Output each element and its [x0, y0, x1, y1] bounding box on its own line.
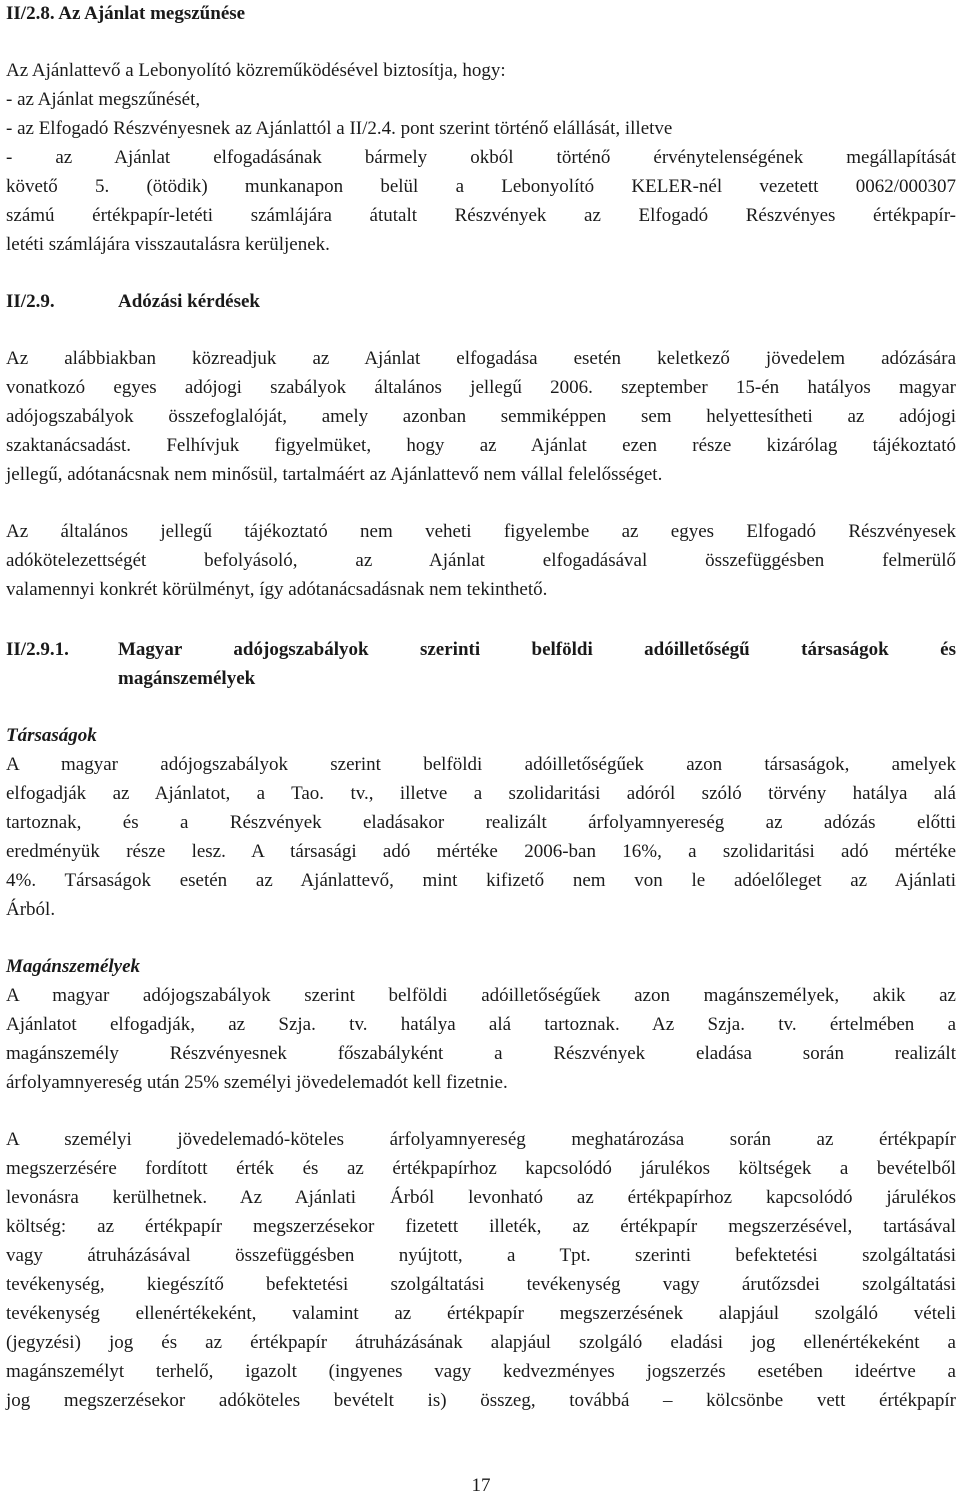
text-line: jellegű, adótanácsnak nem minősül, tartalmáért az Ajánlattevő nem vállal felelősséget. [6, 464, 663, 485]
text-line: megszerzésére fordított érték és az értékpapírhoz kapcsolódó járulékos költségek a bevételből [6, 1158, 956, 1179]
companies-heading: Társaságok [6, 725, 97, 746]
list-item: - az Ajánlat elfogadásának bármely okból történő érvénytelenségének megállapítását [6, 147, 956, 168]
text-line: szaktanácsadást. Felhívjuk figyelmüket, hogy az Ajánlat ezen része kizárólag tájékoztató [6, 435, 956, 456]
text-line: 4%. Társaságok esetén az Ajánlattevő, mint kifizető nem von le adóelőleget az Ajánlati [6, 870, 956, 891]
text-line: árfolyamnyereség után 25% személyi jövedelemadót kell fizetnie. [6, 1072, 508, 1093]
text-line: vonatkozó egyes adójogi szabályok általános jellegű 2006. szeptember 15-én hatályos magyar [6, 377, 956, 398]
text-line: adókötelezettségét befolyásoló, az Ajánlat elfogadásával összefüggésben felmerülő [6, 550, 956, 571]
text-line: adójogszabályok összefoglalóját, amely azonban semmiképpen sem helyettesítheti az adójogi [6, 406, 956, 427]
text-line: magánszemély Részvényesnek főszabályként a Részvények eladása során realizált [6, 1043, 956, 1064]
text-line: jog megszerzésekor adóköteles bevételt is) összeg, továbbá – kölcsönbe vett értékpapír [6, 1390, 956, 1411]
section-2-9-title: Adózási kérdések [118, 291, 260, 312]
text-line: tevékenység, kiegészítő befektetési szolgáltatási tevékenység vagy árutőzsdei szolgáltatási [6, 1274, 956, 1295]
text-line: A magyar adójogszabályok szerint belföldi adóilletőségűek azon társaságok, amelyek [6, 754, 956, 775]
text-line: Ajánlatot elfogadják, az Szja. tv. hatálya alá tartoznak. Az Szja. tv. értelmében a [6, 1014, 956, 1035]
document-page [6, 0, 956, 1509]
text-line: számú értékpapír-letéti számlájára átutalt Részvények az Elfogadó Részvényes értékpapír- [6, 205, 956, 226]
text-line: követő 5. (ötödik) munkanapon belül a Lebonyolító KELER-nél vezetett 0062/000307 [6, 176, 956, 197]
section-2-9-1-title-cont: magánszemélyek [118, 668, 256, 689]
text-line: eredményük része lesz. A társasági adó mértéke 2006-ban 16%, a szolidaritási adó mértéke [6, 841, 956, 862]
text-line: magánszemélyt terhelő, igazolt (ingyenes vagy kedvezményes jogszerzés esetében ideértve a [6, 1361, 956, 1382]
list-item: - az Elfogadó Részvényesnek az Ajánlattól a II/2.4. pont szerint történő elállását, illetve [6, 118, 673, 139]
individuals-heading: Magánszemélyek [6, 956, 141, 977]
text-line: Árból. [6, 899, 56, 920]
section-2-8-title: II/2.8. Az Ajánlat megszűnése [6, 3, 246, 24]
page-number: 17 [471, 1475, 491, 1496]
text-line: költség: az értékpapír megszerzésekor fizetett illeték, az értékpapír megszerzésével, tartásával [6, 1216, 956, 1237]
text-line: (jegyzési) jog és az értékpapír átruházásának alapjául szolgáló eladási jog ellenértékeként a [6, 1332, 956, 1353]
text-line: A magyar adójogszabályok szerint belföldi adóilletőségűek azon magánszemélyek, akik az [6, 985, 956, 1006]
text-line: valamennyi konkrét körülményt, így adótanácsadásnak nem tekinthető. [6, 579, 548, 600]
text-line: Az alábbiakban közreadjuk az Ajánlat elfogadása esetén keletkező jövedelem adózására [6, 348, 956, 369]
section-2-9-1-number: II/2.9.1. [6, 639, 69, 660]
text-line: levonásra kerülhetnek. Az Ajánlati Árból levonható az értékpapírhoz kapcsolódó járulékos [6, 1187, 956, 1208]
text-line: elfogadják az Ajánlatot, a Tao. tv., illetve a szolidaritási adóról szóló törvény hatálya alá [6, 783, 956, 804]
text-line: Az általános jellegű tájékoztató nem veheti figyelembe az egyes Elfogadó Részvényesek [6, 521, 956, 542]
text-line: tevékenység ellenértékeként, valamint az értékpapír megszerzésének alapjául szolgáló vételi [6, 1303, 956, 1324]
list-item: - az Ajánlat megszűnését, [6, 89, 201, 110]
text-line: vagy átruházásával összefüggésben nyújtott, a Tpt. szerinti befektetési szolgáltatási [6, 1245, 956, 1266]
text-line: letéti számlájára visszautalásra kerüljenek. [6, 234, 330, 255]
text-line: A személyi jövedelemadó-köteles árfolyamnyereség meghatározása során az értékpapír [6, 1129, 956, 1150]
text-line: Az Ajánlattevő a Lebonyolító közreműködésével biztosítja, hogy: [6, 60, 506, 81]
section-2-9-number: II/2.9. [6, 291, 55, 312]
text-line: tartoznak, és a Részvények eladásakor realizált árfolyamnyereség az adózás előtti [6, 812, 956, 833]
section-2-9-1-title: Magyar adójogszabályok szerinti belföldi adóilletőségű társaságok és [118, 639, 956, 660]
